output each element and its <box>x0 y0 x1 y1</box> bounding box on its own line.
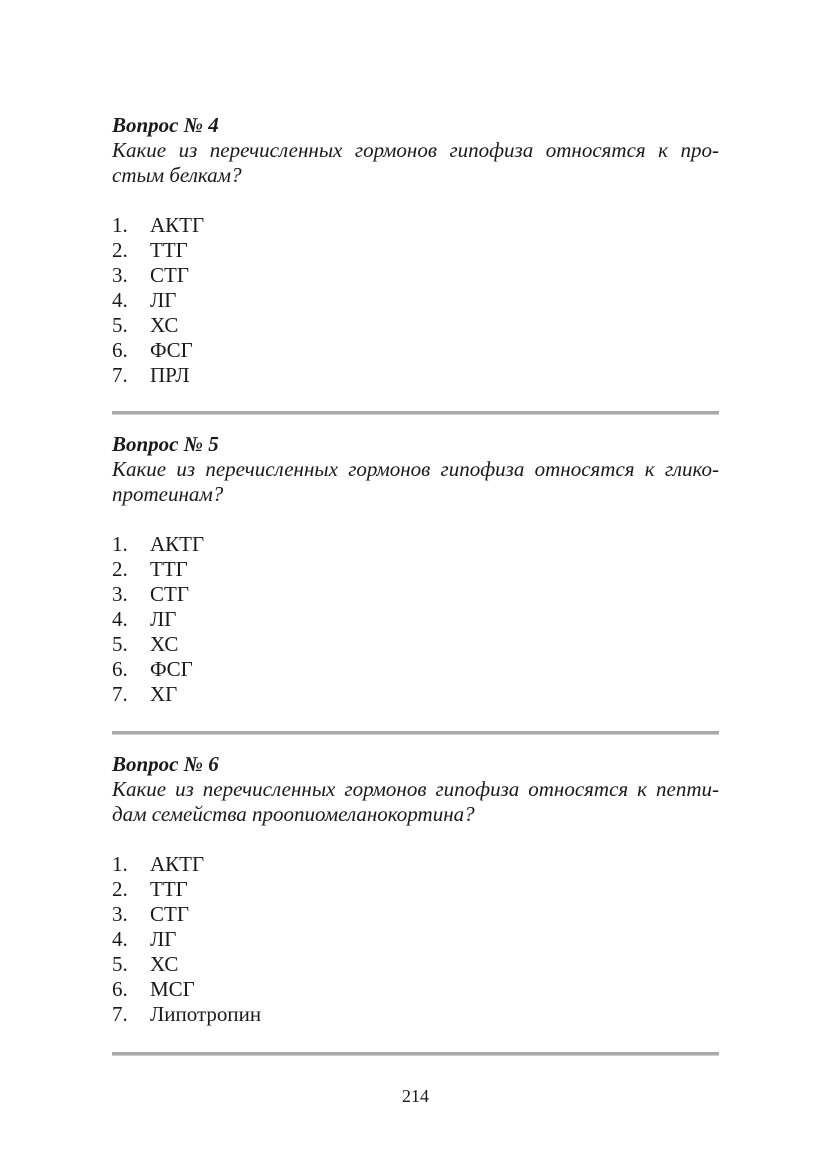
option-label: ФСГ <box>150 338 193 362</box>
option-number: 2. <box>112 238 128 262</box>
answer-option <box>112 657 719 682</box>
page-number: 214 <box>402 1086 429 1106</box>
question-text-line: дам семейства проопиомеланокортина? <box>112 802 475 826</box>
answer-option <box>112 877 719 902</box>
question-text-line: Какие из перечисленных гормонов гипофиза относятся к пепти- <box>112 777 719 801</box>
option-label: ХГ <box>150 682 178 706</box>
option-label: СТГ <box>150 582 189 606</box>
option-number: 4. <box>112 288 128 312</box>
question-4 <box>112 113 719 388</box>
answer-option <box>112 902 719 927</box>
question-text-line: Какие из перечисленных гормонов гипофиза относятся к глико- <box>112 457 719 481</box>
answer-option <box>112 557 719 582</box>
answer-options <box>112 852 719 1027</box>
section-divider <box>112 1052 719 1056</box>
option-label: СТГ <box>150 902 189 926</box>
option-number: 5. <box>112 632 128 656</box>
option-number: 5. <box>112 313 128 337</box>
option-label: ТТГ <box>150 238 188 262</box>
answer-option <box>112 607 719 632</box>
answer-option <box>112 632 719 657</box>
option-label: АКТГ <box>150 213 205 237</box>
section-divider <box>112 411 719 415</box>
answer-option <box>112 582 719 607</box>
option-label: ХС <box>150 952 179 976</box>
answer-option <box>112 532 719 557</box>
option-number: 1. <box>112 852 128 876</box>
option-number: 7. <box>112 1002 128 1026</box>
option-number: 3. <box>112 902 128 926</box>
question-title: Вопрос № 6 <box>112 752 219 776</box>
option-number: 7. <box>112 682 128 706</box>
question-6 <box>112 752 719 1027</box>
answer-option <box>112 288 719 313</box>
option-label: ЛГ <box>150 927 177 951</box>
question-text-line: Какие из перечисленных гормонов гипофиза относятся к про- <box>112 138 719 162</box>
option-label: ФСГ <box>150 657 193 681</box>
answer-option <box>112 952 719 977</box>
answer-option <box>112 313 719 338</box>
option-number: 1. <box>112 213 128 237</box>
answer-option <box>112 852 719 877</box>
option-label: ЛГ <box>150 288 177 312</box>
option-label: ХС <box>150 313 179 337</box>
option-number: 3. <box>112 263 128 287</box>
option-label: Липотропин <box>150 1002 262 1026</box>
answer-option <box>112 1002 719 1027</box>
section-divider <box>112 731 719 735</box>
option-number: 6. <box>112 657 128 681</box>
answer-option <box>112 238 719 263</box>
option-label: ПРЛ <box>150 363 190 387</box>
option-label: МСГ <box>150 977 195 1001</box>
option-label: ТТГ <box>150 877 188 901</box>
answer-options <box>112 213 719 388</box>
option-number: 2. <box>112 877 128 901</box>
option-number: 3. <box>112 582 128 606</box>
answer-option <box>112 363 719 388</box>
answer-option <box>112 338 719 363</box>
option-number: 1. <box>112 532 128 556</box>
question-title: Вопрос № 5 <box>112 432 219 456</box>
option-number: 5. <box>112 952 128 976</box>
answer-option <box>112 213 719 238</box>
option-number: 7. <box>112 363 128 387</box>
option-number: 6. <box>112 977 128 1001</box>
option-number: 4. <box>112 927 128 951</box>
option-label: ЛГ <box>150 607 177 631</box>
option-number: 2. <box>112 557 128 581</box>
answer-option <box>112 682 719 707</box>
answer-option <box>112 927 719 952</box>
answer-options <box>112 532 719 707</box>
question-title: Вопрос № 4 <box>112 113 219 137</box>
option-label: СТГ <box>150 263 189 287</box>
answer-option <box>112 977 719 1002</box>
option-label: ХС <box>150 632 179 656</box>
option-number: 6. <box>112 338 128 362</box>
option-label: АКТГ <box>150 852 205 876</box>
question-text-line: протеинам? <box>112 482 224 506</box>
question-text-line: стым белкам? <box>112 163 242 187</box>
option-label: АКТГ <box>150 532 205 556</box>
question-5 <box>112 432 719 707</box>
option-number: 4. <box>112 607 128 631</box>
option-label: ТТГ <box>150 557 188 581</box>
answer-option <box>112 263 719 288</box>
